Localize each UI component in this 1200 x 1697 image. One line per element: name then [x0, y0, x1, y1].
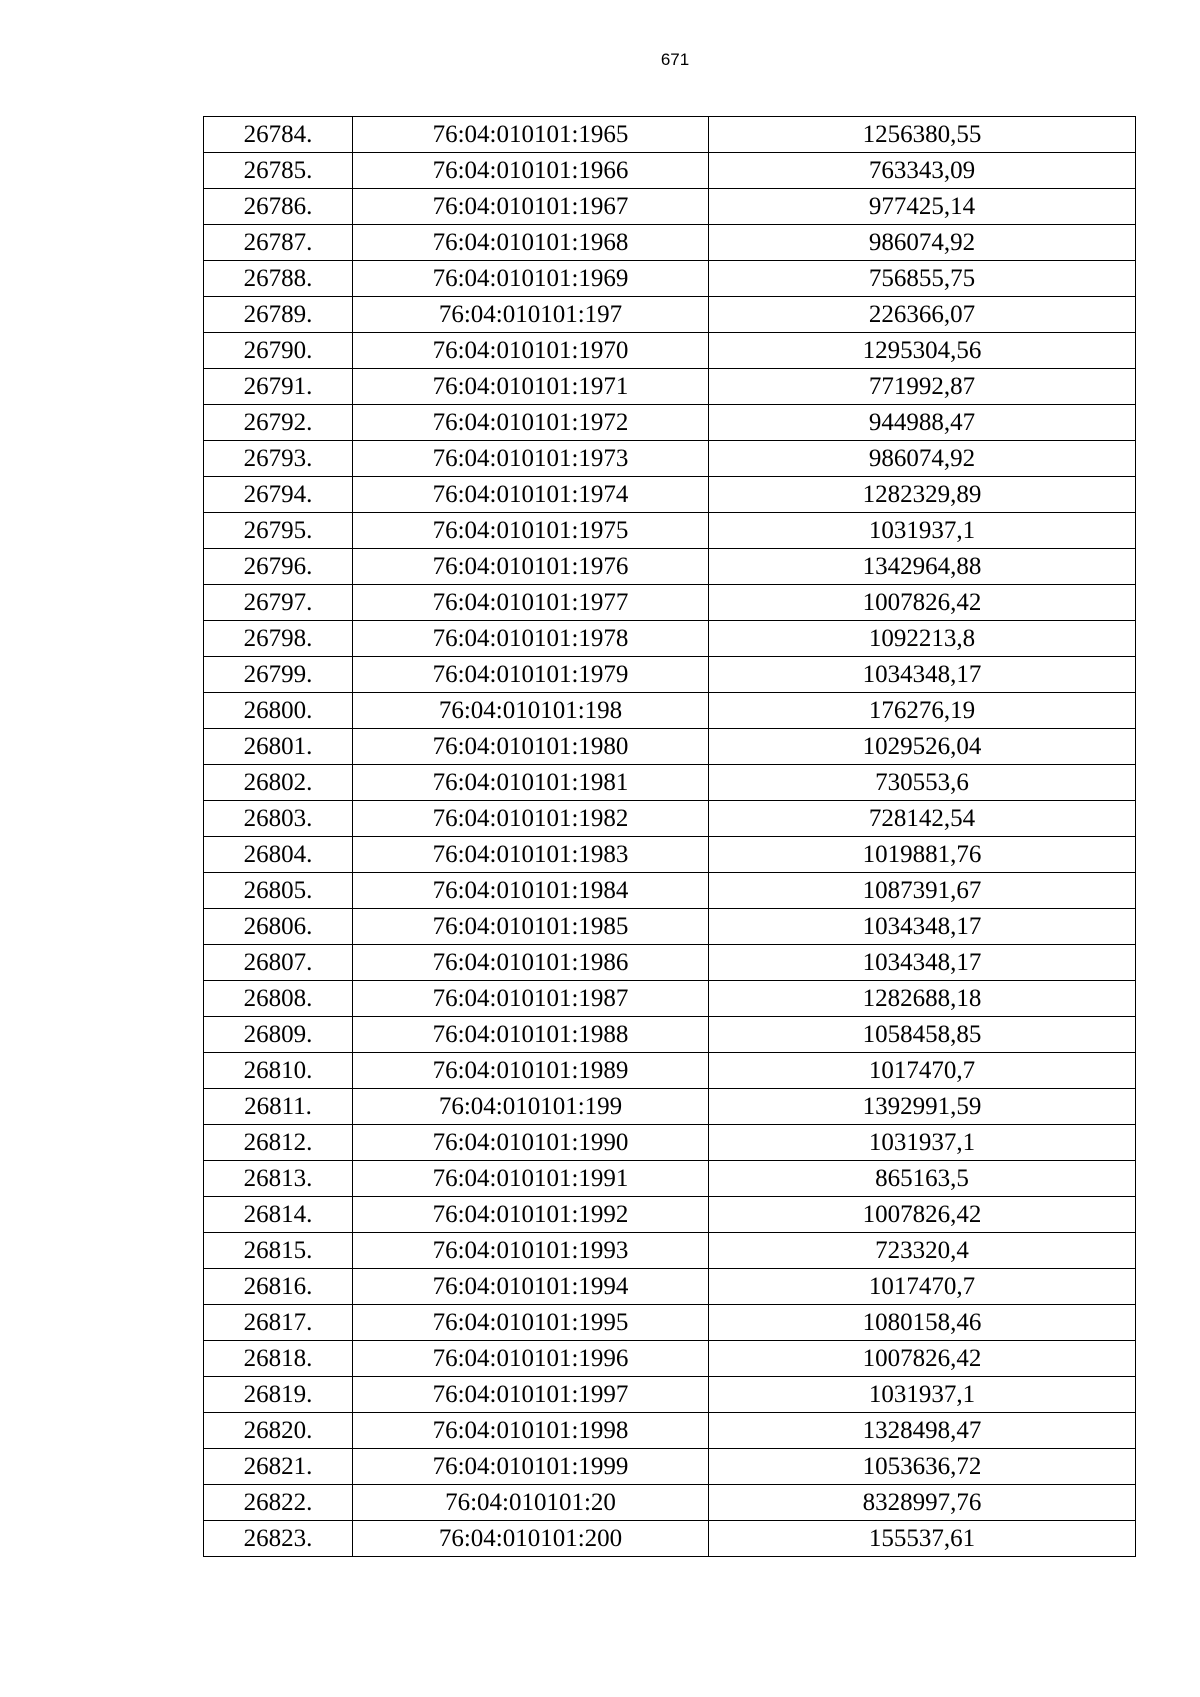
table-row: [204, 441, 1136, 477]
row-number-cell: 26813.: [204, 1161, 353, 1197]
cadastral-number-cell: 76:04:010101:1996: [353, 1341, 709, 1377]
table-row: [204, 873, 1136, 909]
table-row: [204, 1341, 1136, 1377]
row-number-cell: 26793.: [204, 441, 353, 477]
table-row: [204, 1269, 1136, 1305]
row-number-cell: 26792.: [204, 405, 353, 441]
cadastral-number-cell: 76:04:010101:1988: [353, 1017, 709, 1053]
cadastral-number-cell: 76:04:010101:1979: [353, 657, 709, 693]
cadastral-value-cell: 1328498,47: [709, 1413, 1136, 1449]
cadastral-number-cell: 76:04:010101:20: [353, 1485, 709, 1521]
cadastral-value-cell: 1282688,18: [709, 981, 1136, 1017]
cadastral-value-cell: 1092213,8: [709, 621, 1136, 657]
cadastral-number-cell: 76:04:010101:1990: [353, 1125, 709, 1161]
table-row: [204, 1089, 1136, 1125]
cadastral-value-cell: 1058458,85: [709, 1017, 1136, 1053]
table-row: [204, 1233, 1136, 1269]
table-row: [204, 1161, 1136, 1197]
row-number-cell: 26809.: [204, 1017, 353, 1053]
table-row: [204, 981, 1136, 1017]
cadastral-number-cell: 76:04:010101:1974: [353, 477, 709, 513]
cadastral-value-cell: 1031937,1: [709, 1377, 1136, 1413]
cadastral-value-cell: 8328997,76: [709, 1485, 1136, 1521]
cadastral-value-cell: 865163,5: [709, 1161, 1136, 1197]
cadastral-number-cell: 76:04:010101:1995: [353, 1305, 709, 1341]
table-row: [204, 333, 1136, 369]
table-row: [204, 621, 1136, 657]
cadastral-value-cell: 1019881,76: [709, 837, 1136, 873]
row-number-cell: 26817.: [204, 1305, 353, 1341]
row-number-cell: 26823.: [204, 1521, 353, 1557]
cadastral-number-cell: 76:04:010101:1966: [353, 153, 709, 189]
cadastral-number-cell: 76:04:010101:1983: [353, 837, 709, 873]
cadastral-value-cell: 986074,92: [709, 441, 1136, 477]
table-row: [204, 693, 1136, 729]
table-row: [204, 909, 1136, 945]
table-row: [204, 225, 1136, 261]
table-row: [204, 1449, 1136, 1485]
table-row: [204, 1413, 1136, 1449]
cadastral-value-cell: 763343,09: [709, 153, 1136, 189]
table-row: [204, 945, 1136, 981]
row-number-cell: 26814.: [204, 1197, 353, 1233]
row-number-cell: 26818.: [204, 1341, 353, 1377]
table-row: [204, 1305, 1136, 1341]
row-number-cell: 26802.: [204, 765, 353, 801]
cadastral-number-cell: 76:04:010101:1992: [353, 1197, 709, 1233]
row-number-cell: 26786.: [204, 189, 353, 225]
cadastral-value-cell: 1034348,17: [709, 909, 1136, 945]
table-row: [204, 477, 1136, 513]
row-number-cell: 26810.: [204, 1053, 353, 1089]
cadastral-number-cell: 76:04:010101:1967: [353, 189, 709, 225]
table-row: [204, 1521, 1136, 1557]
cadastral-number-cell: 76:04:010101:1998: [353, 1413, 709, 1449]
row-number-cell: 26819.: [204, 1377, 353, 1413]
cadastral-value-cell: 1295304,56: [709, 333, 1136, 369]
row-number-cell: 26785.: [204, 153, 353, 189]
cadastral-number-cell: 76:04:010101:197: [353, 297, 709, 333]
cadastral-value-cell: 155537,61: [709, 1521, 1136, 1557]
cadastral-value-cell: 1034348,17: [709, 945, 1136, 981]
table-row: [204, 657, 1136, 693]
table-row: [204, 405, 1136, 441]
cadastral-value-table: [203, 116, 1136, 1557]
cadastral-value-cell: 1031937,1: [709, 1125, 1136, 1161]
row-number-cell: 26801.: [204, 729, 353, 765]
table-row: [204, 1197, 1136, 1233]
row-number-cell: 26811.: [204, 1089, 353, 1125]
row-number-cell: 26790.: [204, 333, 353, 369]
cadastral-value-cell: 1017470,7: [709, 1053, 1136, 1089]
cadastral-value-cell: 1087391,67: [709, 873, 1136, 909]
cadastral-value-cell: 1392991,59: [709, 1089, 1136, 1125]
cadastral-value-cell: 1053636,72: [709, 1449, 1136, 1485]
row-number-cell: 26812.: [204, 1125, 353, 1161]
table-row: [204, 765, 1136, 801]
row-number-cell: 26820.: [204, 1413, 353, 1449]
row-number-cell: 26789.: [204, 297, 353, 333]
table-row: [204, 549, 1136, 585]
cadastral-number-cell: 76:04:010101:1993: [353, 1233, 709, 1269]
row-number-cell: 26787.: [204, 225, 353, 261]
cadastral-number-cell: 76:04:010101:1994: [353, 1269, 709, 1305]
table-row: [204, 1377, 1136, 1413]
cadastral-number-cell: 76:04:010101:1970: [353, 333, 709, 369]
cadastral-value-cell: 1007826,42: [709, 585, 1136, 621]
cadastral-value-cell: 723320,4: [709, 1233, 1136, 1269]
table-row: [204, 297, 1136, 333]
row-number-cell: 26806.: [204, 909, 353, 945]
cadastral-value-cell: 730553,6: [709, 765, 1136, 801]
row-number-cell: 26815.: [204, 1233, 353, 1269]
cadastral-value-cell: 1282329,89: [709, 477, 1136, 513]
cadastral-value-cell: 1007826,42: [709, 1197, 1136, 1233]
cadastral-number-cell: 76:04:010101:1972: [353, 405, 709, 441]
cadastral-value-cell: 1080158,46: [709, 1305, 1136, 1341]
cadastral-value-cell: 1342964,88: [709, 549, 1136, 585]
cadastral-value-cell: 944988,47: [709, 405, 1136, 441]
cadastral-number-cell: 76:04:010101:1980: [353, 729, 709, 765]
row-number-cell: 26822.: [204, 1485, 353, 1521]
row-number-cell: 26784.: [204, 117, 353, 153]
cadastral-number-cell: 76:04:010101:1997: [353, 1377, 709, 1413]
cadastral-number-cell: 76:04:010101:1973: [353, 441, 709, 477]
cadastral-number-cell: 76:04:010101:1987: [353, 981, 709, 1017]
cadastral-number-cell: 76:04:010101:1982: [353, 801, 709, 837]
row-number-cell: 26808.: [204, 981, 353, 1017]
row-number-cell: 26788.: [204, 261, 353, 297]
cadastral-number-cell: 76:04:010101:1989: [353, 1053, 709, 1089]
table-row: [204, 189, 1136, 225]
cadastral-value-cell: 176276,19: [709, 693, 1136, 729]
cadastral-value-cell: 1007826,42: [709, 1341, 1136, 1377]
table-row: [204, 1125, 1136, 1161]
table-row: [204, 1053, 1136, 1089]
cadastral-value-cell: 756855,75: [709, 261, 1136, 297]
row-number-cell: 26805.: [204, 873, 353, 909]
row-number-cell: 26821.: [204, 1449, 353, 1485]
cadastral-number-cell: 76:04:010101:1965: [353, 117, 709, 153]
cadastral-value-cell: 986074,92: [709, 225, 1136, 261]
row-number-cell: 26800.: [204, 693, 353, 729]
table-row: [204, 153, 1136, 189]
cadastral-value-cell: 1029526,04: [709, 729, 1136, 765]
table-row: [204, 837, 1136, 873]
cadastral-value-cell: 771992,87: [709, 369, 1136, 405]
row-number-cell: 26803.: [204, 801, 353, 837]
row-number-cell: 26804.: [204, 837, 353, 873]
table-row: [204, 585, 1136, 621]
row-number-cell: 26799.: [204, 657, 353, 693]
cadastral-number-cell: 76:04:010101:1976: [353, 549, 709, 585]
cadastral-number-cell: 76:04:010101:1977: [353, 585, 709, 621]
row-number-cell: 26796.: [204, 549, 353, 585]
cadastral-value-cell: 226366,07: [709, 297, 1136, 333]
cadastral-value-cell: 728142,54: [709, 801, 1136, 837]
page-number: 671: [660, 50, 690, 69]
row-number-cell: 26807.: [204, 945, 353, 981]
cadastral-number-cell: 76:04:010101:1999: [353, 1449, 709, 1485]
cadastral-value-cell: 1031937,1: [709, 513, 1136, 549]
row-number-cell: 26797.: [204, 585, 353, 621]
row-number-cell: 26795.: [204, 513, 353, 549]
table-row: [204, 369, 1136, 405]
table-row: [204, 117, 1136, 153]
cadastral-number-cell: 76:04:010101:1971: [353, 369, 709, 405]
cadastral-value-cell: 1256380,55: [709, 117, 1136, 153]
table-row: [204, 729, 1136, 765]
cadastral-number-cell: 76:04:010101:198: [353, 693, 709, 729]
table-row: [204, 261, 1136, 297]
row-number-cell: 26798.: [204, 621, 353, 657]
table-row: [204, 1485, 1136, 1521]
table-body: [204, 117, 1136, 1557]
cadastral-number-cell: 76:04:010101:199: [353, 1089, 709, 1125]
cadastral-number-cell: 76:04:010101:1984: [353, 873, 709, 909]
cadastral-value-cell: 977425,14: [709, 189, 1136, 225]
cadastral-number-cell: 76:04:010101:1969: [353, 261, 709, 297]
cadastral-number-cell: 76:04:010101:1975: [353, 513, 709, 549]
cadastral-number-cell: 76:04:010101:1986: [353, 945, 709, 981]
table-row: [204, 513, 1136, 549]
row-number-cell: 26816.: [204, 1269, 353, 1305]
cadastral-number-cell: 76:04:010101:1991: [353, 1161, 709, 1197]
cadastral-number-cell: 76:04:010101:200: [353, 1521, 709, 1557]
table-row: [204, 1017, 1136, 1053]
cadastral-number-cell: 76:04:010101:1968: [353, 225, 709, 261]
row-number-cell: 26794.: [204, 477, 353, 513]
cadastral-value-cell: 1034348,17: [709, 657, 1136, 693]
cadastral-number-cell: 76:04:010101:1981: [353, 765, 709, 801]
cadastral-value-cell: 1017470,7: [709, 1269, 1136, 1305]
table-row: [204, 801, 1136, 837]
row-number-cell: 26791.: [204, 369, 353, 405]
cadastral-number-cell: 76:04:010101:1985: [353, 909, 709, 945]
cadastral-number-cell: 76:04:010101:1978: [353, 621, 709, 657]
